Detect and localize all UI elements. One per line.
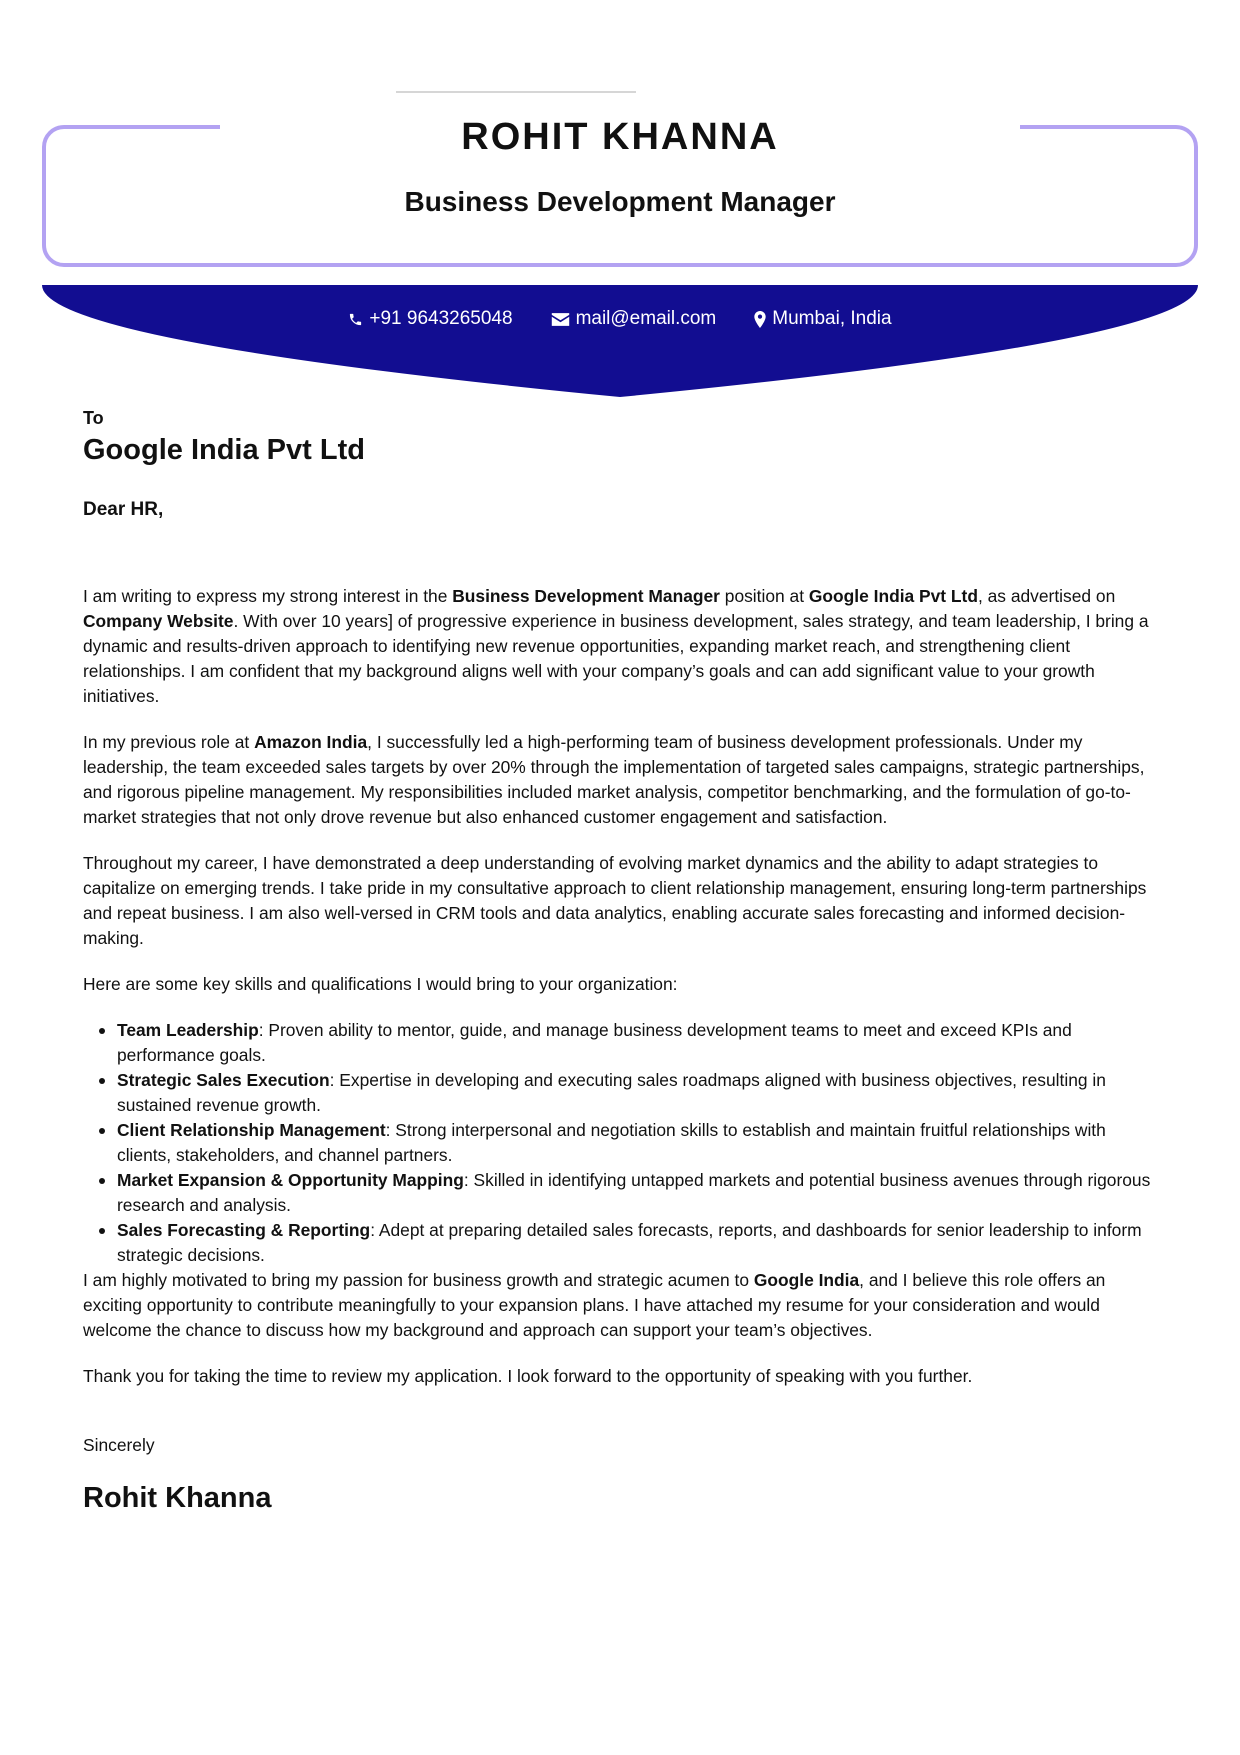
phone-number: +91 9643265048 xyxy=(369,308,513,329)
closing-phrase: Sincerely xyxy=(83,1435,155,1455)
letter-text xyxy=(83,584,1158,1389)
email-address: mail@email.com xyxy=(575,308,717,329)
list-item: • Client Relationship Management: Strong interpersonal and negotiation skills to establish and maintain fruitful relationships with clients, stakeholders, and channel partners. xyxy=(117,1118,1158,1168)
salutation: Dear HR, xyxy=(83,499,164,520)
paragraph-thanks: Thank you for taking the time to review my application. I look forward to the opportunity of speaking with you further. xyxy=(83,1366,973,1386)
phone-icon xyxy=(348,312,363,327)
paragraph-motivation: I am highly motivated to bring my passion for business growth and strategic acumen to Google India, and I believe this role offers an exciting opportunity to contribute meaningfully to your expansion plans. I have attached my resume for your consideration and would welcome the chance to discuss how my background and approach can support your team’s objectives. xyxy=(83,1270,1106,1340)
contact-email[interactable] xyxy=(551,308,717,330)
list-item: • Market Expansion & Opportunity Mapping: Skilled in identifying untapped markets and potential business avenues through rigorous research and analysis. xyxy=(117,1168,1158,1218)
contact-phone[interactable] xyxy=(348,308,512,330)
list-item: • Team Leadership: Proven ability to mentor, guide, and manage business development teams to meet and exceed KPIs and performance goals. xyxy=(117,1018,1158,1068)
signature-name: Rohit Khanna xyxy=(83,1482,272,1514)
candidate-name: ROHIT KHANNA xyxy=(461,116,779,158)
skills-list xyxy=(83,1018,1158,1268)
letter-body xyxy=(83,406,1158,1516)
paragraph-intro: I am writing to express my strong interest in the Business Development Manager position at Google India Pvt Ltd, as advertised on Company Website. With over 10 years] of progressive experience in business development, sales strategy, and team leadership, I bring a dynamic and results-driven approach to identifying new revenue opportunities, expanding market reach, and strengthening client relationships. I am confident that my background aligns well with your company’s goals and can add significant value to your growth initiatives. xyxy=(83,586,1149,706)
contact-info xyxy=(0,308,1240,330)
top-divider xyxy=(396,91,636,93)
list-item: • Sales Forecasting & Reporting: Adept at preparing detailed sales forecasts, reports, and dashboards for senior leadership to inform strategic decisions. xyxy=(117,1218,1158,1268)
contact-band xyxy=(42,285,1198,397)
recipient-company: Google India Pvt Ltd xyxy=(83,434,365,466)
paragraph-previous-role: In my previous role at Amazon India, I successfully led a high-performing team of business development professionals. Under my leadership, the team exceeded sales targets by over 20% through the implementation of targeted sales campaigns, strategic partnerships, and rigorous pipeline management. My responsibilities included market analysis, competitor benchmarking, and the formulation of go-to-market strategies that not only drove revenue but also enhanced customer engagement and satisfaction. xyxy=(83,732,1145,827)
location-text: Mumbai, India xyxy=(772,308,892,329)
map-marker-icon xyxy=(754,311,766,328)
contact-location xyxy=(754,308,891,330)
paragraph-career: Throughout my career, I have demonstrated a deep understanding of evolving market dynamics and the ability to adapt strategies to capitalize on emerging trends. I take pride in my consultative approach to client relationship management, ensuring long-term partnerships and repeat business. I am also well-versed in CRM tools and data analytics, enabling accurate sales forecasting and informed decision-making. xyxy=(83,853,1147,948)
job-title: Business Development Manager xyxy=(404,186,836,217)
recipient-label: To xyxy=(83,408,104,428)
paragraph-skills-intro: Here are some key skills and qualifications I would bring to your organization: xyxy=(83,974,678,994)
envelope-icon xyxy=(551,312,570,327)
list-item: • Strategic Sales Execution: Expertise in developing and executing sales roadmaps aligned with business objectives, resulting in sustained revenue growth. xyxy=(117,1068,1158,1118)
